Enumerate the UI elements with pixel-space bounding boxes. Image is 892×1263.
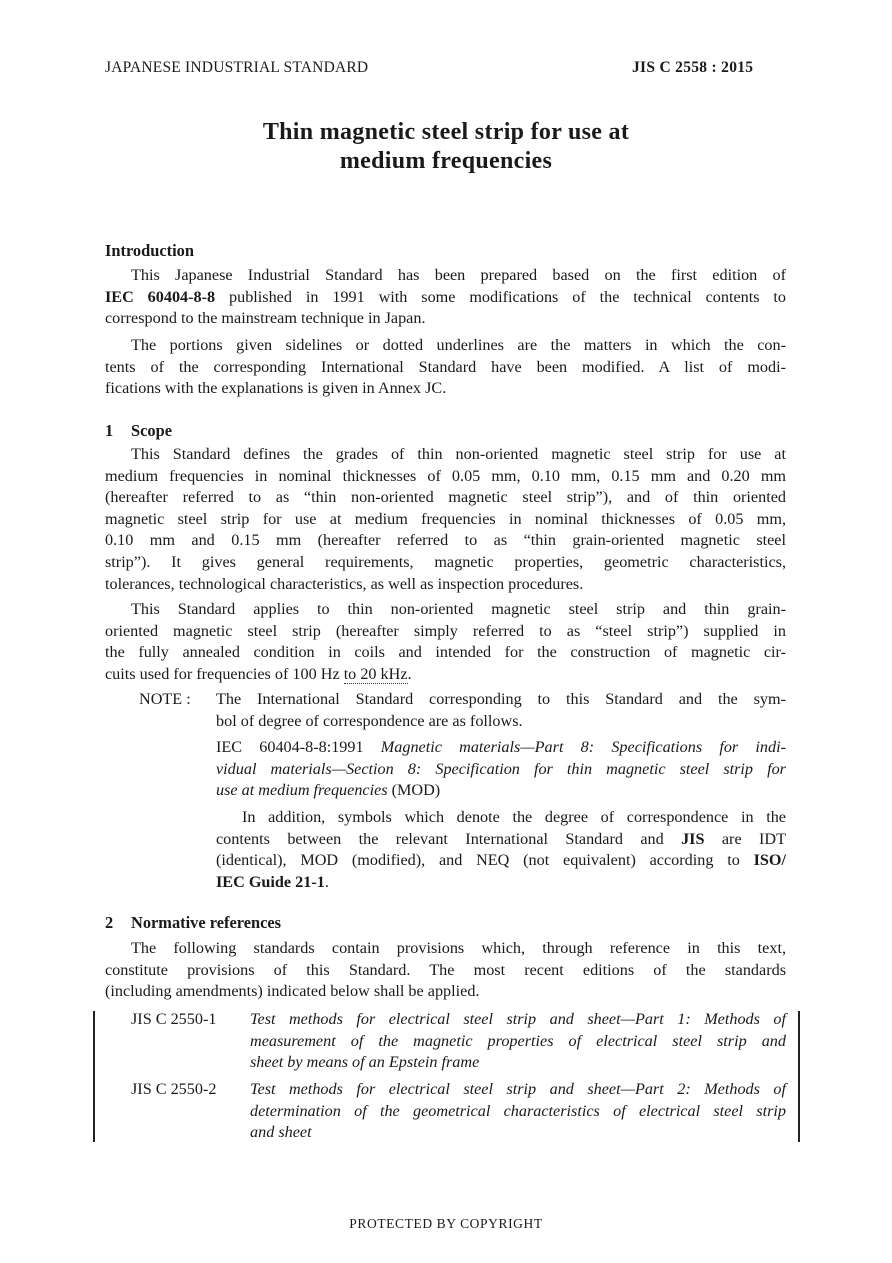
note-guide-bold: IEC Guide 21-1 [216,872,325,891]
scope-number: 1 [105,421,114,440]
note-paragraph-1 [216,689,786,732]
scope-paragraph-1 [105,444,786,595]
normative-line: constitute provisions of this Standard. The most recent editions of the standards [105,960,786,979]
modified-frequency-range: to 20 kHz [343,664,408,683]
scope-p1-line: strip”). It gives general requirements, magnetic properties, geometric characteristics, [105,552,786,571]
reference-1-line: Test methods for electrical steel strip and sheet—Part 1: Methods of [250,1010,786,1028]
normative-line: (including amendments) indicated below shall be applied. [105,982,480,1001]
normative-references-heading [105,912,281,934]
intro-p1-line-1: This Japanese Industrial Standard has been prepared based on the first edition of [131,266,786,284]
header-standard-number: JIS C 2558 : 2015 [632,59,754,76]
reference-2-line: Test methods for electrical steel strip and sheet—Part 2: Methods of [250,1080,786,1098]
scope-p1-line: (hereafter referred to as “thin non-oriented magnetic steel strip”), and of thin oriented [105,488,786,507]
note-jis-bold: JIS [681,829,705,848]
normative-number: 2 [105,913,114,932]
reference-title-2 [250,1079,786,1144]
note-iec-code: IEC 60404-8-8:1991 [216,738,381,756]
note-p1-line-1: The International Standard corresponding to this Standard and the sym- [216,690,786,708]
note-p3-line-1: In addition, symbols which denote the degree of correspondence in the [242,808,786,826]
reference-code-2: JIS C 2550-2 [131,1080,217,1098]
reference-2-line: and sheet [250,1123,312,1142]
scope-p2-line-3: the fully annealed condition in coils and intended for the construction of magnetic cir- [105,643,786,662]
title-line-2: medium frequencies [339,148,553,174]
note-mod-symbol: (MOD) [387,781,441,800]
intro-p2-line-2: tents of the corresponding International Standard have been modified. A list of modi- [105,357,786,376]
right-modification-sideline [798,1011,800,1142]
intro-p2-line-1: The portions given sidelines or dotted underlines are the matters in which the con- [131,336,786,354]
intro-iec-reference: IEC 60404-8-8 [105,287,216,306]
scope-p2-line-4: cuits used for frequencies of 100 Hz [105,664,344,683]
note-p2-line-3: use at medium frequencies [216,781,388,800]
note-p3-line-3: (identical), MOD (modified), and NEQ (not equivalent) according to [216,851,754,870]
scope-p1-line: tolerances, technological characteristics, as well as inspection procedures. [105,574,584,593]
note-paragraph-2 [216,737,786,802]
scope-title: Scope [131,421,172,440]
scope-p1-line: magnetic steel strip for use at medium frequencies in nominal thicknesses of 0.05 mm, [105,509,786,528]
note-p3-period: . [324,872,329,891]
scope-p1-line: This Standard defines the grades of thin non-oriented magnetic steel strip for use at [131,445,786,463]
reference-1-line: measurement of the magnetic properties of electrical steel strip and [250,1031,786,1050]
left-modification-sideline [93,1011,95,1142]
reference-1-line: sheet by means of an Epstein frame [250,1053,480,1072]
normative-paragraph [105,938,786,1003]
intro-p1-line-2: published in 1991 with some modifications of the technical contents to [215,287,787,306]
reference-2-line: determination of the geometrical characteristics of electrical steel strip [250,1101,786,1120]
introduction-paragraph-2 [105,335,786,400]
scope-p1-line: 0.10 mm and 0.15 mm (hereafter referred to as “thin grain-oriented magnetic steel [105,531,786,550]
page-title [105,118,787,176]
title-line-1: Thin magnetic steel strip for use at [262,119,630,145]
scope-p2-line-2: oriented magnetic steel strip (hereafter simply referred to as “steel strip”) supplied in [105,621,786,640]
reference-title-1 [250,1009,786,1074]
header-standard-name: JAPANESE INDUSTRIAL STANDARD [105,59,369,76]
note-paragraph-3 [216,807,786,893]
note-p1-line-2: bol of degree of correspondence are as follows. [216,711,523,730]
note-p3-line-2: contents between the relevant International Standard and [216,829,682,848]
intro-p2-line-3: fications with the explanations is given in Annex JC. [105,379,447,398]
normative-line: The following standards contain provisions which, through reference in this text, [131,939,786,957]
scope-heading [105,420,172,442]
introduction-paragraph-1 [105,265,786,330]
scope-p2-period: . [407,664,412,683]
intro-p1-line-3: correspond to the mainstream technique in Japan. [105,309,426,328]
scope-p2-line-1: This Standard applies to thin non-oriented magnetic steel strip and thin grain- [131,600,786,618]
note-p2-line-2: vidual materials—Section 8: Specification for thin magnetic steel strip for [216,759,786,778]
note-label: NOTE : [139,690,191,708]
note-p3-line-2-end: are IDT [704,829,786,848]
copyright-footer: PROTECTED BY COPYRIGHT [349,1216,543,1231]
note-p2-line-1: Magnetic materials—Part 8: Specifications for indi- [380,738,787,756]
introduction-heading: Introduction [105,241,194,260]
note-iso-bold: ISO/ [753,851,786,870]
scope-paragraph-2 [105,599,786,685]
scope-p1-line: medium frequencies in nominal thicknesses of 0.05 mm, 0.10 mm, 0.15 mm and 0.20 mm [105,466,786,485]
normative-title: Normative references [131,913,282,932]
reference-code-1: JIS C 2550-1 [131,1010,217,1028]
